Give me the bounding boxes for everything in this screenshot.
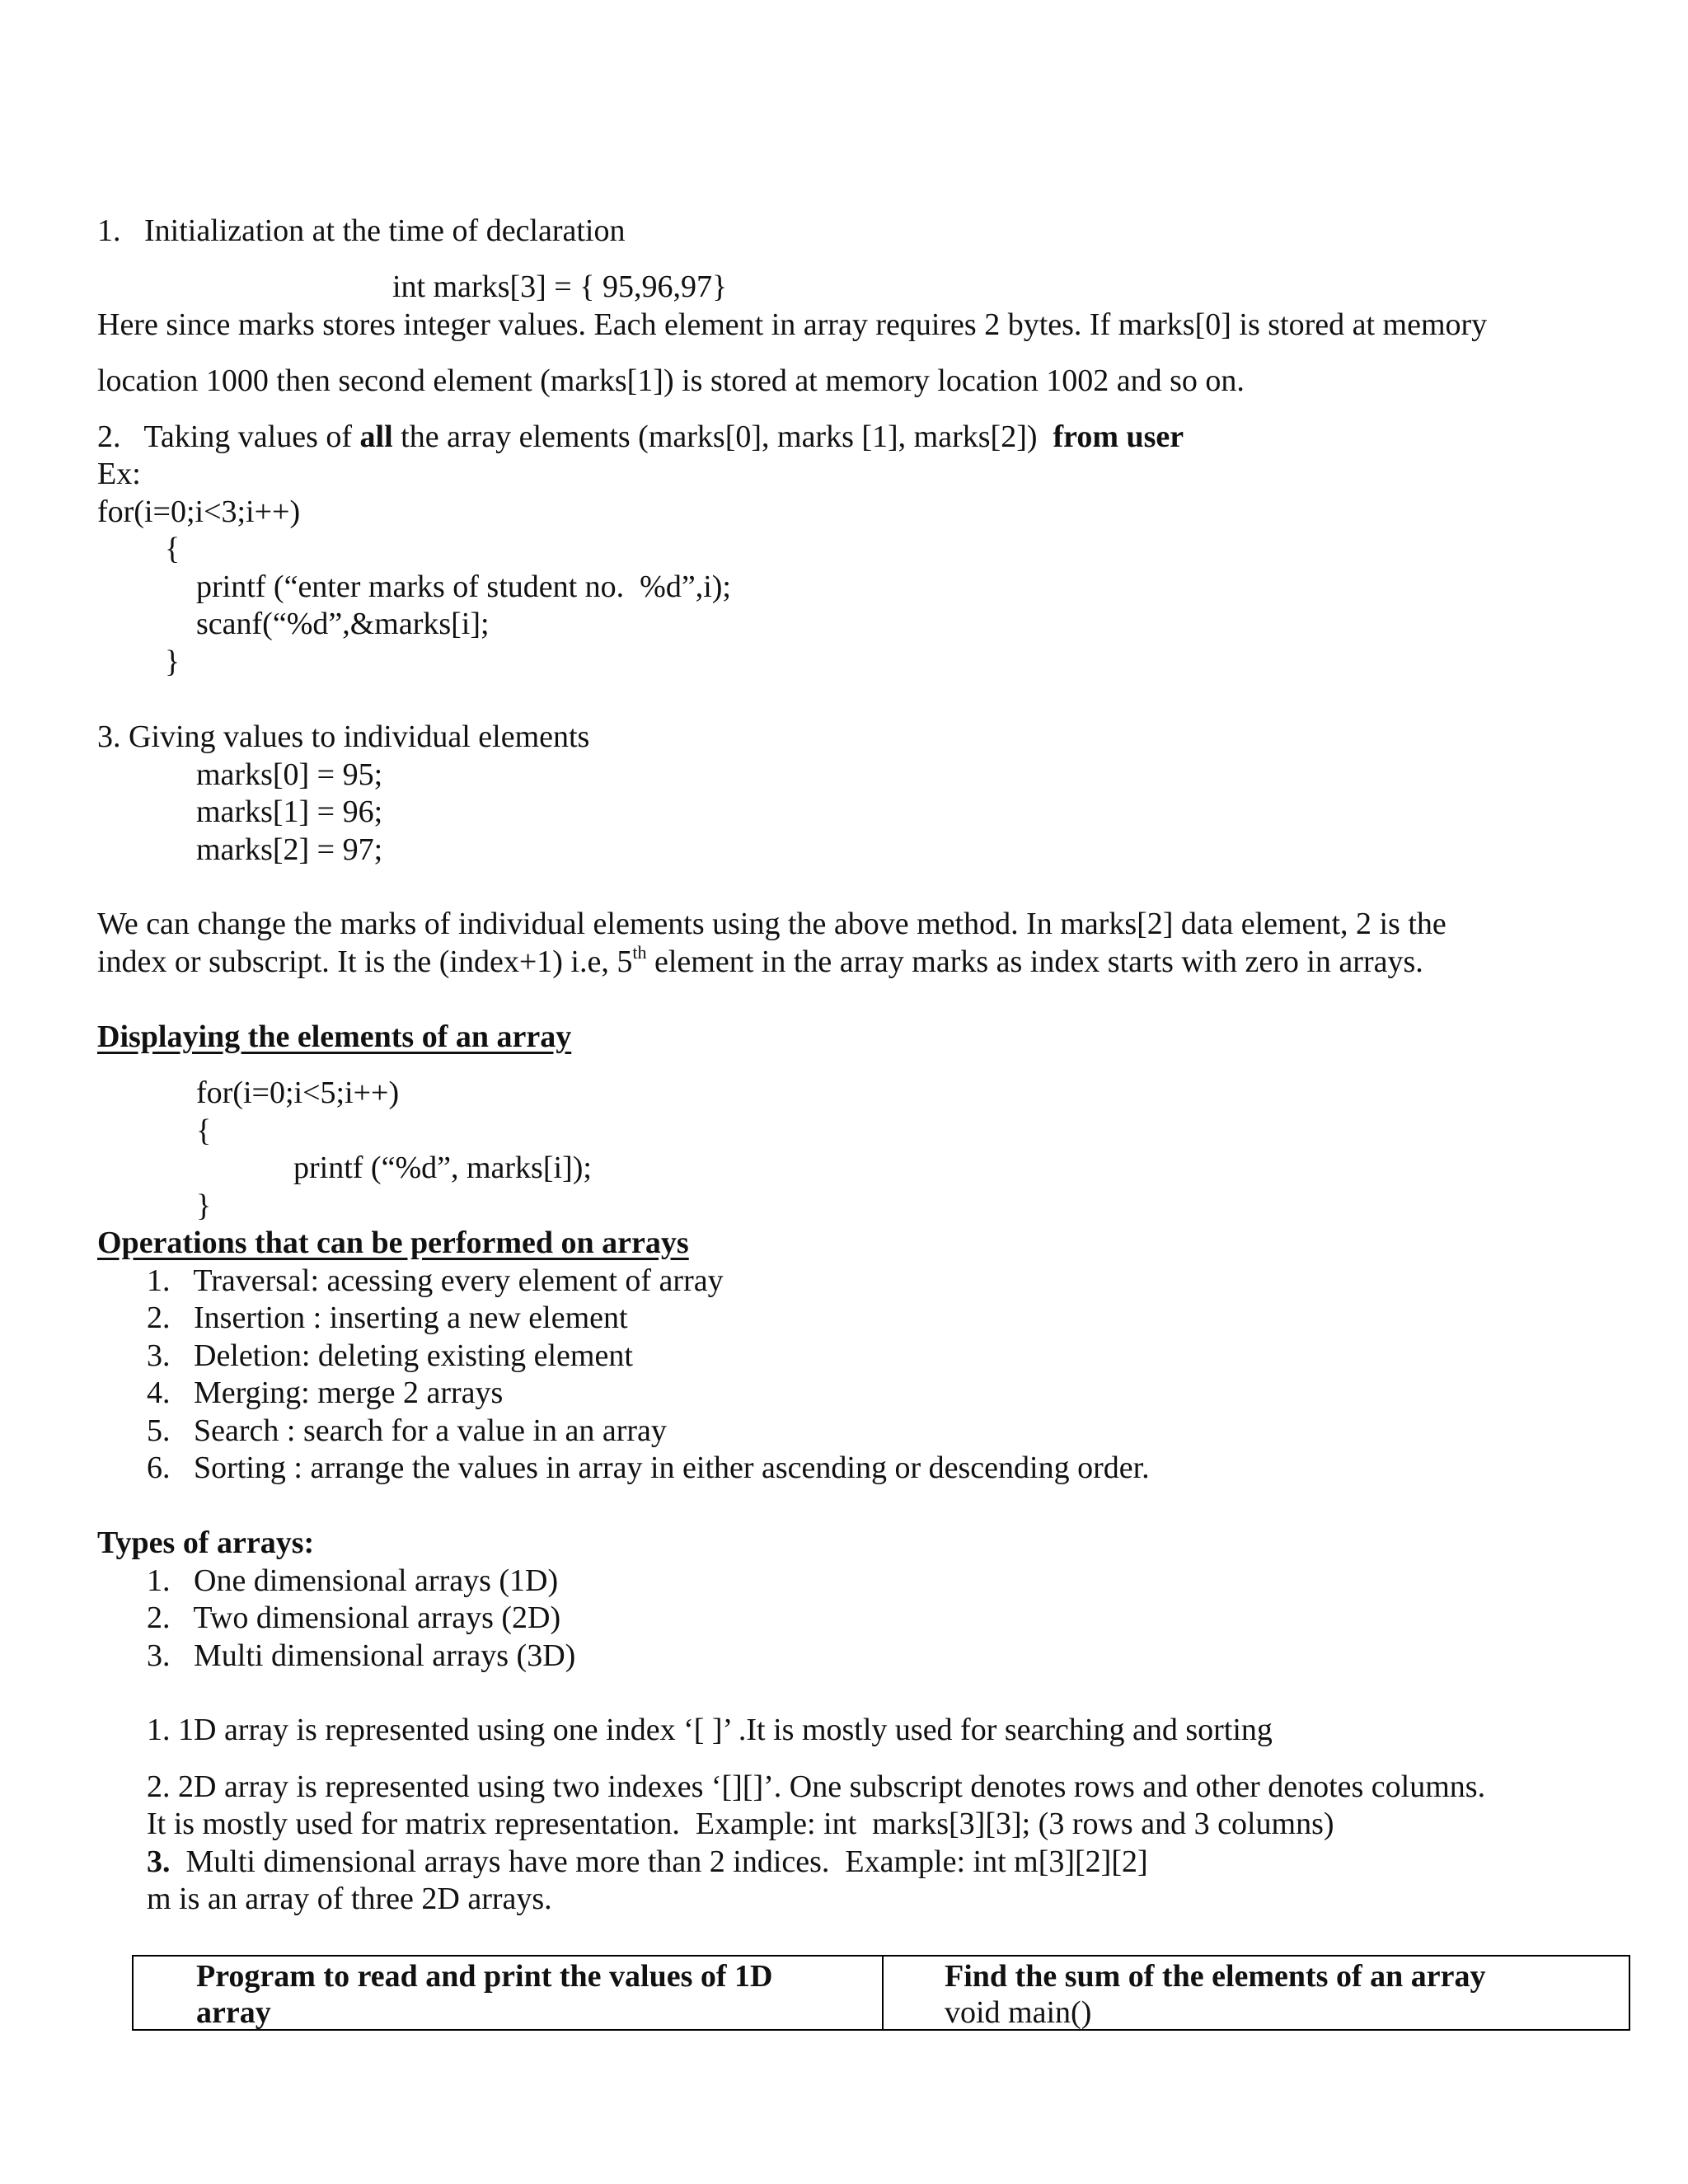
code-line: for(i=0;i<5;i++) <box>196 1076 400 1110</box>
code-line: marks[1] = 96; <box>196 794 383 829</box>
table-left-title-line1: Program to read and print the values of 1D <box>196 1959 773 1994</box>
table-right-title: Find the sum of the elements of an array <box>945 1959 1486 1994</box>
list-item: 6. Sorting : arrange the values in array in either ascending or descending order. <box>147 1451 1150 1485</box>
code-line: } <box>165 644 181 679</box>
types-p2-line2: It is mostly used for matrix representation. Example: int marks[3][3]; (3 rows and 3 columns) <box>147 1807 1334 1841</box>
list-item: 4. Merging: merge 2 arrays <box>147 1376 504 1410</box>
sec1-code: int marks[3] = { 95,96,97} <box>392 269 728 304</box>
list-item: 2. Two dimensional arrays (2D) <box>147 1601 561 1635</box>
code-line: scanf(“%d”,&marks[i]; <box>196 607 490 641</box>
code-line: printf (“%d”, marks[i]); <box>293 1151 592 1185</box>
sec3-para-line2-b: element in the array marks as index starts with zero in arrays. <box>646 944 1423 979</box>
list-item: 5. Search : search for a value in an array <box>147 1413 667 1448</box>
types-p1: 1. 1D array is represented using one index ‘[ ]’ .It is mostly used for searching and sorting <box>147 1713 1273 1747</box>
types-p3-line2: m is an array of three 2D arrays. <box>147 1882 552 1916</box>
types-p3-line1 <box>147 1844 1148 1880</box>
list-item: 2. Insertion : inserting a new element <box>147 1301 628 1335</box>
sec1-para-line1: Here since marks stores integer values. Each element in array requires 2 bytes. If marks[0] is stored at memory <box>97 307 1488 342</box>
sec3-heading: 3. Giving values to individual elements <box>97 719 590 754</box>
sec3-para-line2-a: index or subscript. It is the (index+1) i.e, 5 <box>97 944 633 979</box>
list-item: 3. Multi dimensional arrays (3D) <box>147 1638 576 1673</box>
table-left-title-line2: array <box>196 1995 271 2030</box>
sec2-ex-label: Ex: <box>97 457 141 491</box>
sec2-heading-a: 2. Taking values of <box>97 419 360 454</box>
sec2-heading-bold-from-user: from user <box>1053 419 1184 454</box>
table-column-divider <box>882 1957 884 2029</box>
superscript-th: th <box>632 942 647 963</box>
operations-heading: Operations that can be performed on arrays <box>97 1226 689 1260</box>
types-p2-line1: 2. 2D array is represented using two indexes ‘[][]’. One subscript denotes rows and other denotes columns. <box>147 1769 1486 1804</box>
sec2-heading-c: the array elements (marks[0], marks [1], marks[2]) <box>392 419 1053 454</box>
sec1-para-line2: location 1000 then second element (marks[1]) is stored at memory location 1002 and so on. <box>97 363 1245 398</box>
display-heading: Displaying the elements of an array <box>97 1019 572 1054</box>
sec1-heading: 1. Initialization at the time of declaration <box>97 213 626 248</box>
sec3-para-line1: We can change the marks of individual elements using the above method. In marks[2] data element, 2 is the <box>97 907 1447 941</box>
code-line: for(i=0;i<3;i++) <box>97 494 301 529</box>
list-item: 1. Traversal: acessing every element of array <box>147 1263 724 1298</box>
types-p3-number: 3. <box>147 1844 171 1879</box>
list-item: 1. One dimensional arrays (1D) <box>147 1563 559 1598</box>
code-line: printf (“enter marks of student no. %d”,i); <box>196 569 731 604</box>
sec2-heading-bold-all: all <box>359 419 393 454</box>
table-right-code: void main() <box>945 1995 1092 2030</box>
types-heading: Types of arrays: <box>97 1526 315 1560</box>
code-line: marks[0] = 95; <box>196 757 383 792</box>
code-line: } <box>196 1188 212 1223</box>
types-p3-text: Multi dimensional arrays have more than 2 indices. Example: int m[3][2][2] <box>170 1844 1148 1879</box>
code-line: marks[2] = 97; <box>196 832 383 867</box>
code-line: { <box>165 532 181 566</box>
list-item: 3. Deletion: deleting existing element <box>147 1338 633 1373</box>
code-line: { <box>196 1113 212 1148</box>
sec3-para-line2 <box>97 944 1423 980</box>
sec2-heading <box>97 419 1184 455</box>
programs-table <box>132 1955 1630 2031</box>
